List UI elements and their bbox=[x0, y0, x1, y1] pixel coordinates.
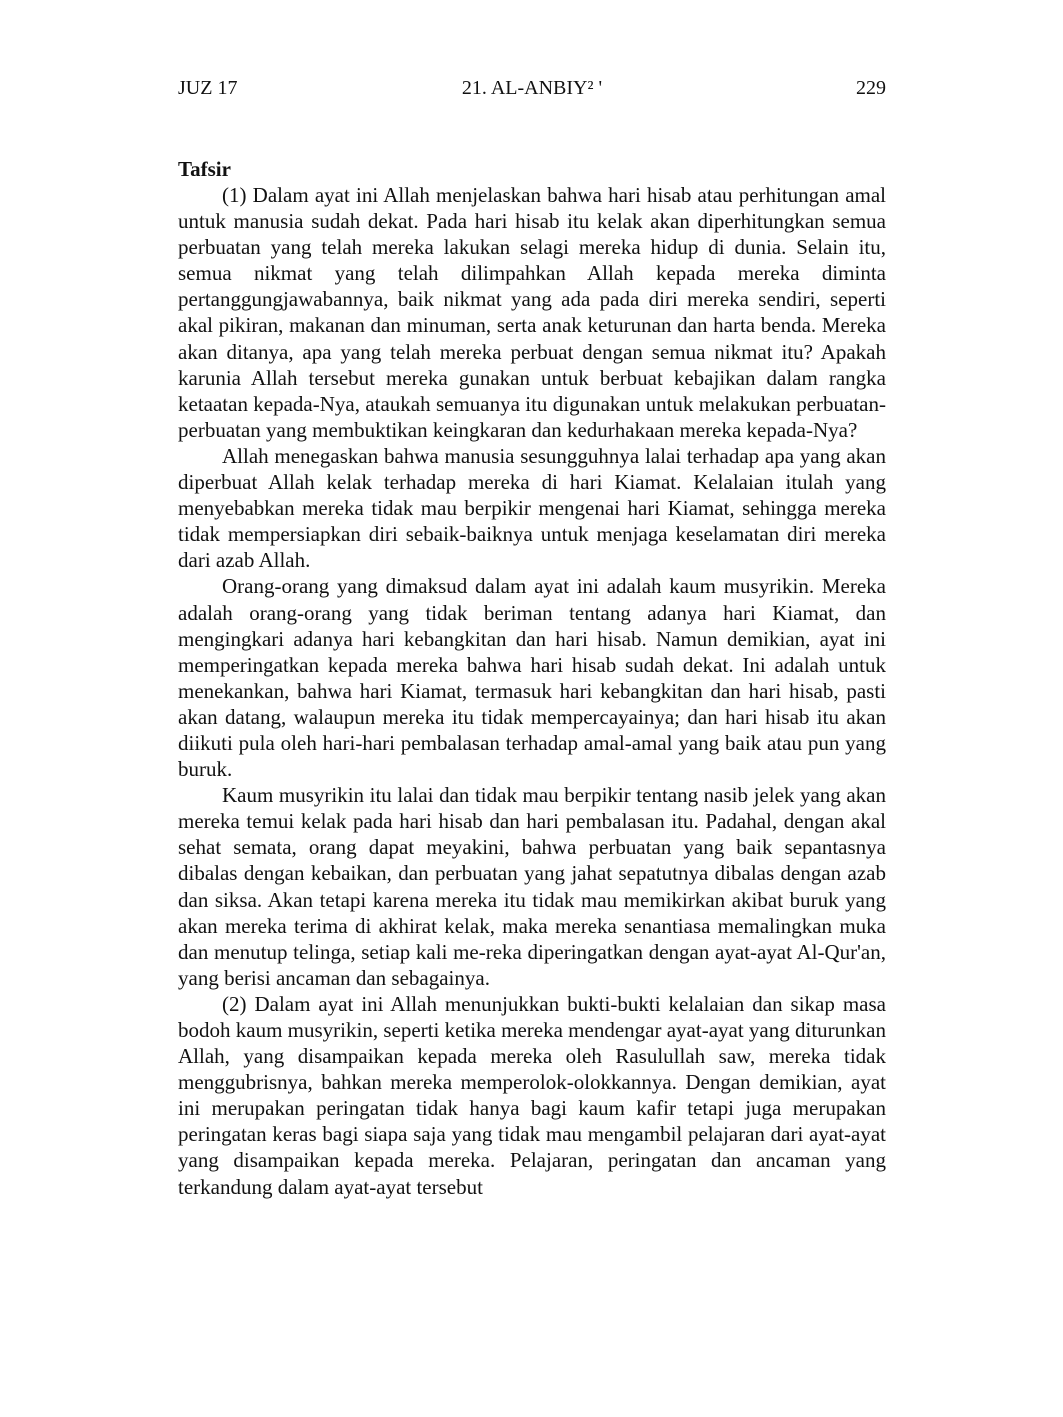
page-body bbox=[178, 156, 886, 1200]
surah-title: 21. AL-ANBIY² ' bbox=[461, 77, 603, 99]
juz-label: JUZ 17 bbox=[178, 77, 238, 99]
running-header bbox=[178, 74, 886, 102]
section-heading: Tafsir bbox=[178, 157, 231, 181]
paragraph-3: Orang-orang yang dimaksud dalam ayat ini adalah kaum musyrikin. Mereka adalah orang-orang yang tidak beriman tentang adanya hari Kiamat, dan mengingkari adanya hari kebangkitan dan hari hisab. Namun demikian, ayat ini memperingatkan kepada mereka bahwa hari hisab sudah dekat. Ini adalah untuk menekankan, bahwa hari Kiamat, termasuk hari kebangkitan dan hari hisab, pasti akan datang, walaupun mereka itu tidak mempercayainya; dan hari hisab itu akan diikuti pula oleh hari-hari pembalasan terhadap amal-amal yang baik atau pun yang buruk. bbox=[178, 574, 886, 782]
page-number: 229 bbox=[856, 77, 886, 99]
paragraph-2: Allah menegaskan bahwa manusia sesungguhnya lalai terhadap apa yang akan diperbuat Allah kelak terhadap mereka di hari Kiamat. Kelalaian itulah yang menyebabkan mereka tidak mau berpikir mengenai hari Kiamat, sehingga mereka tidak mempersiapkan diri sebaik-baiknya untuk menjaga keselamatan diri mereka dari azab Allah. bbox=[178, 443, 886, 573]
paragraph-5: (2) Dalam ayat ini Allah menunjukkan bukti-bukti kelalaian dan sikap masa bodoh kaum musyrikin, seperti ketika mereka mendengar ayat-ayat yang diturunkan Allah, yang disampaikan kepada mereka oleh Rasulullah saw, mereka tidak menggubrisnya, bahkan mereka memperolok-olokkannya. Dengan demikian, ayat ini merupakan peringatan tidak hanya bagi kaum kafir tetapi juga merupakan peringatan keras bagi siapa saja yang tidak mau mengambil pelajaran dari ayat-ayat yang disampaikan kepada mereka. Pelajaran, peringatan dan ancaman yang terkandung dalam ayat-ayat tersebut bbox=[178, 991, 886, 1199]
paragraph-4: Kaum musyrikin itu lalai dan tidak mau berpikir tentang nasib jelek yang akan mereka temui kelak pada hari hisab dan hari pembalasan itu. Padahal, dengan akal sehat semata, orang dapat meyakini, bahwa perbuatan yang baik sepantasnya dibalas dengan kebaikan, dan perbuatan yang jahat sepatutnya dibalas dengan azab dan siksa. Akan tetapi karena mereka itu tidak mau memikirkan akibat buruk yang akan mereka terima di akhirat kelak, maka mereka senantiasa memalingkan muka dan menutup telinga, setiap kali me-reka diperingatkan dengan ayat-ayat Al-Qur'an, yang berisi ancaman dan sebagainya. bbox=[178, 783, 886, 990]
paragraph-1: (1) Dalam ayat ini Allah menjelaskan bahwa hari hisab atau perhitungan amal untuk manusia sudah dekat. Pada hari hisab itu kelak akan diperhitungkan semua perbuatan yang telah mereka lakukan selagi mereka hidup di dunia. Selain itu, semua nikmat yang telah dilimpahkan Allah kepada mereka diminta pertanggungjawabannya, baik nikmat yang ada pada diri mereka sendiri, seperti akal pikiran, makanan dan minuman, serta anak keturunan dan harta benda. Mereka akan ditanya, apa yang telah mereka perbuat dengan semua nikmat itu? Apakah karunia Allah tersebut mereka gunakan untuk berbuat kebajikan dalam rangka ketaatan kepada-Nya, ataukah semuanya itu digunakan untuk melakukan perbuatan-perbuatan yang membuktikan keingkaran dan kedurhakaan mereka kepada-Nya? bbox=[178, 183, 886, 442]
